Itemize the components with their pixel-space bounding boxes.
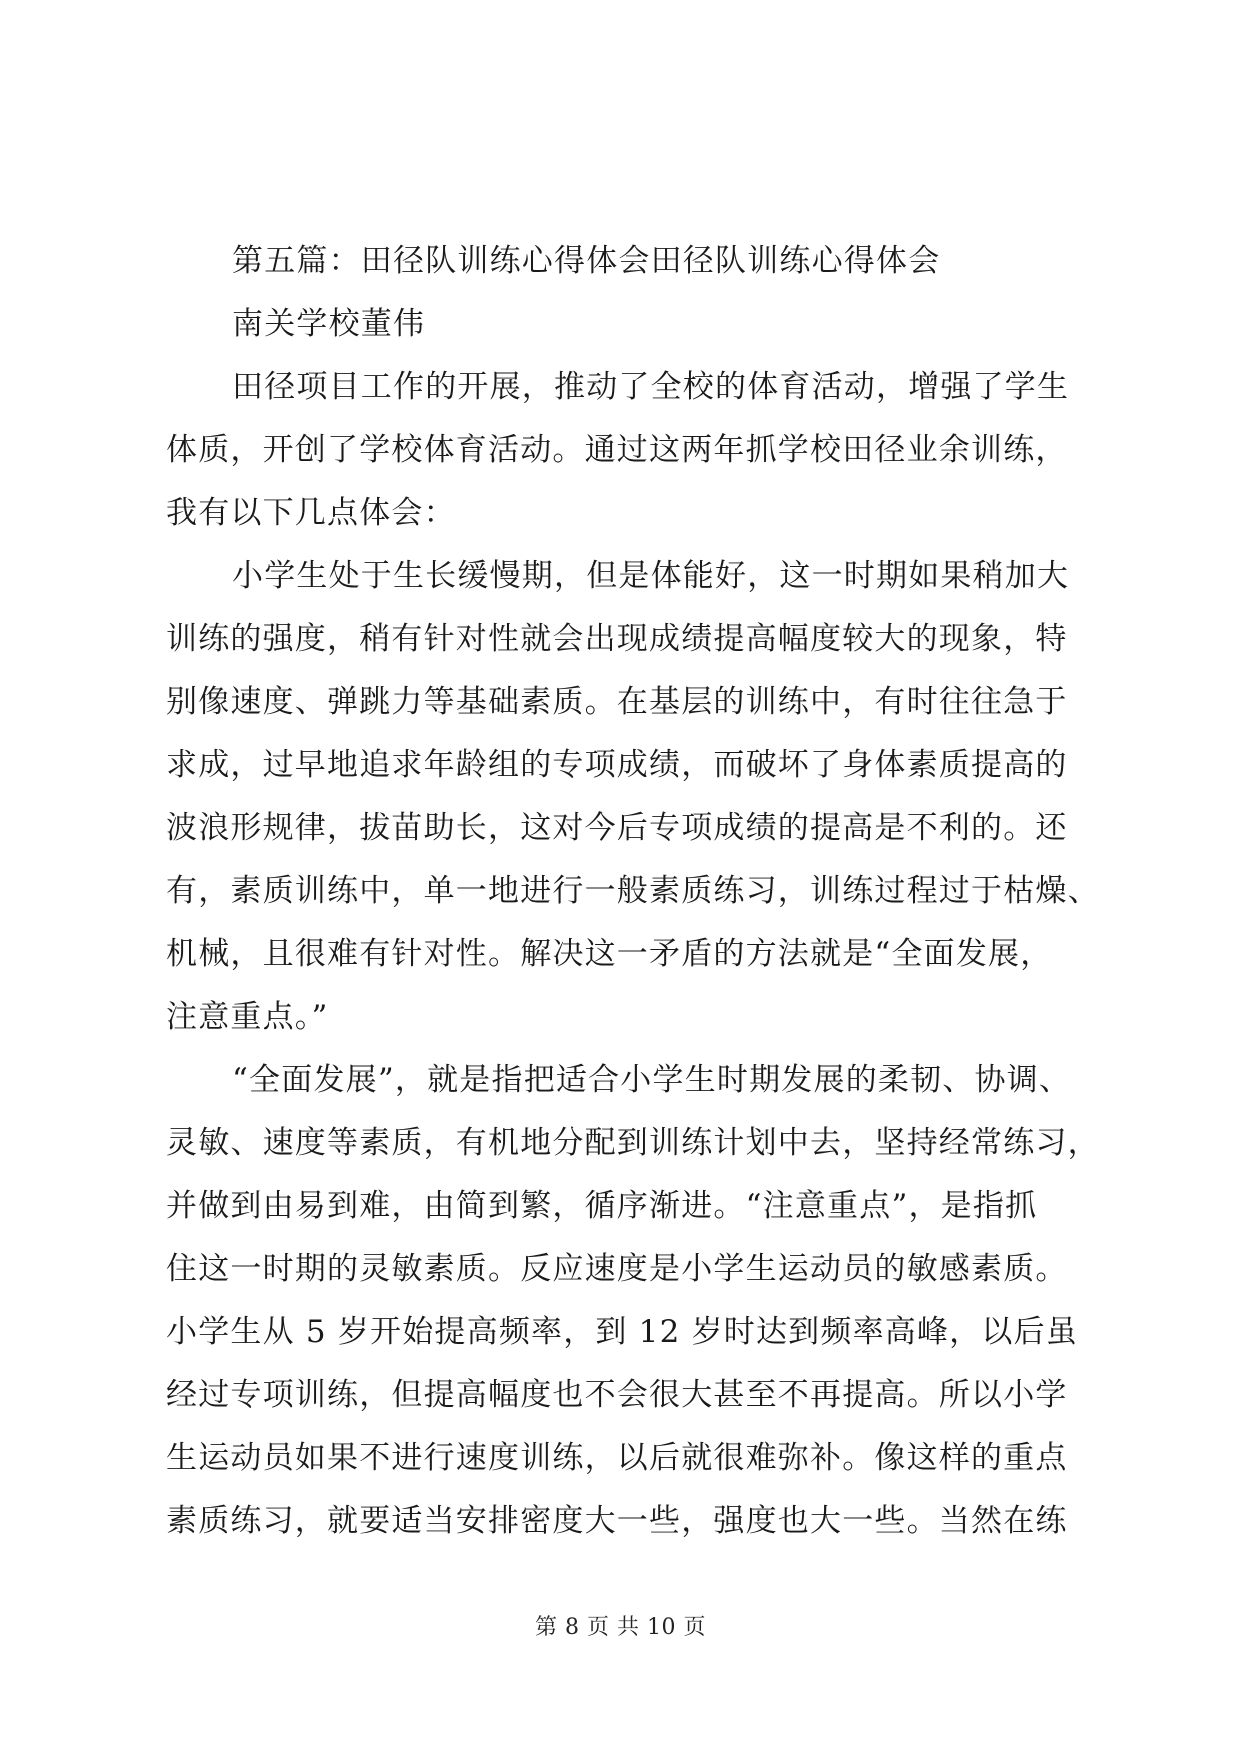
paragraph-line: 体质，开创了学校体育活动。通过这两年抓学校田径业余训练，: [166, 432, 1068, 468]
paragraph-line: 机械，且很难有针对性。解决这一矛盾的方法就是“全面发展，: [166, 936, 1053, 972]
document-body: [166, 230, 1100, 1553]
paragraph-line: 素质练习，就要适当安排密度大一些，强度也大一些。当然在练: [166, 1503, 1068, 1539]
paragraph-line: 别像速度、弹跳力等基础素质。在基层的训练中，有时往往急于: [166, 684, 1068, 720]
document-author: 南关学校董伟: [232, 306, 426, 342]
paragraph-2: [166, 545, 1100, 1049]
paragraph-line: 注意重点。”: [166, 999, 329, 1035]
paragraph-line: 经过专项训练，但提高幅度也不会很大甚至不再提高。所以小学: [166, 1377, 1068, 1413]
paragraph-line: “全面发展”，就是指把适合小学生时期发展的柔韧、协调、: [232, 1062, 1072, 1098]
paragraph-line: 求成，过早地追求年龄组的专项成绩，而破坏了身体素质提高的: [166, 747, 1068, 783]
paragraph-3: [166, 1049, 1100, 1553]
paragraph-line: 我有以下几点体会：: [166, 495, 456, 531]
paragraph-line: 生运动员如果不进行速度训练，以后就很难弥补。像这样的重点: [166, 1440, 1068, 1476]
page-number: 第 8 页 共 10 页: [535, 1615, 706, 1640]
paragraph-line: 灵敏、速度等素质，有机地分配到训练计划中去，坚持经常练习，: [166, 1125, 1100, 1161]
paragraph-line: 小学生从 5 岁开始提高频率，到 12 岁时达到频率高峰，以后虽: [166, 1314, 1078, 1350]
paragraph-line: 有，素质训练中，单一地进行一般素质练习，训练过程过于枯燥、: [166, 873, 1100, 909]
paragraph-line: 田径项目工作的开展，推动了全校的体育活动，增强了学生: [232, 369, 1070, 405]
paragraph-line: 波浪形规律，拔苗助长，这对今后专项成绩的提高是不利的。还: [166, 810, 1068, 846]
paragraph-line: 小学生处于生长缓慢期，但是体能好，这一时期如果稍加大: [232, 558, 1070, 594]
document-title: 第五篇：田径队训练心得体会田径队训练心得体会: [232, 243, 941, 279]
paragraph-line: 并做到由易到难，由简到繁，循序渐进。“注意重点”，是指抓: [166, 1188, 1038, 1224]
paragraph-line: 住这一时期的灵敏素质。反应速度是小学生运动员的敏感素质。: [166, 1251, 1068, 1287]
paragraph-1: [166, 356, 1076, 545]
paragraph-line: 训练的强度，稍有针对性就会出现成绩提高幅度较大的现象，特: [166, 621, 1068, 657]
